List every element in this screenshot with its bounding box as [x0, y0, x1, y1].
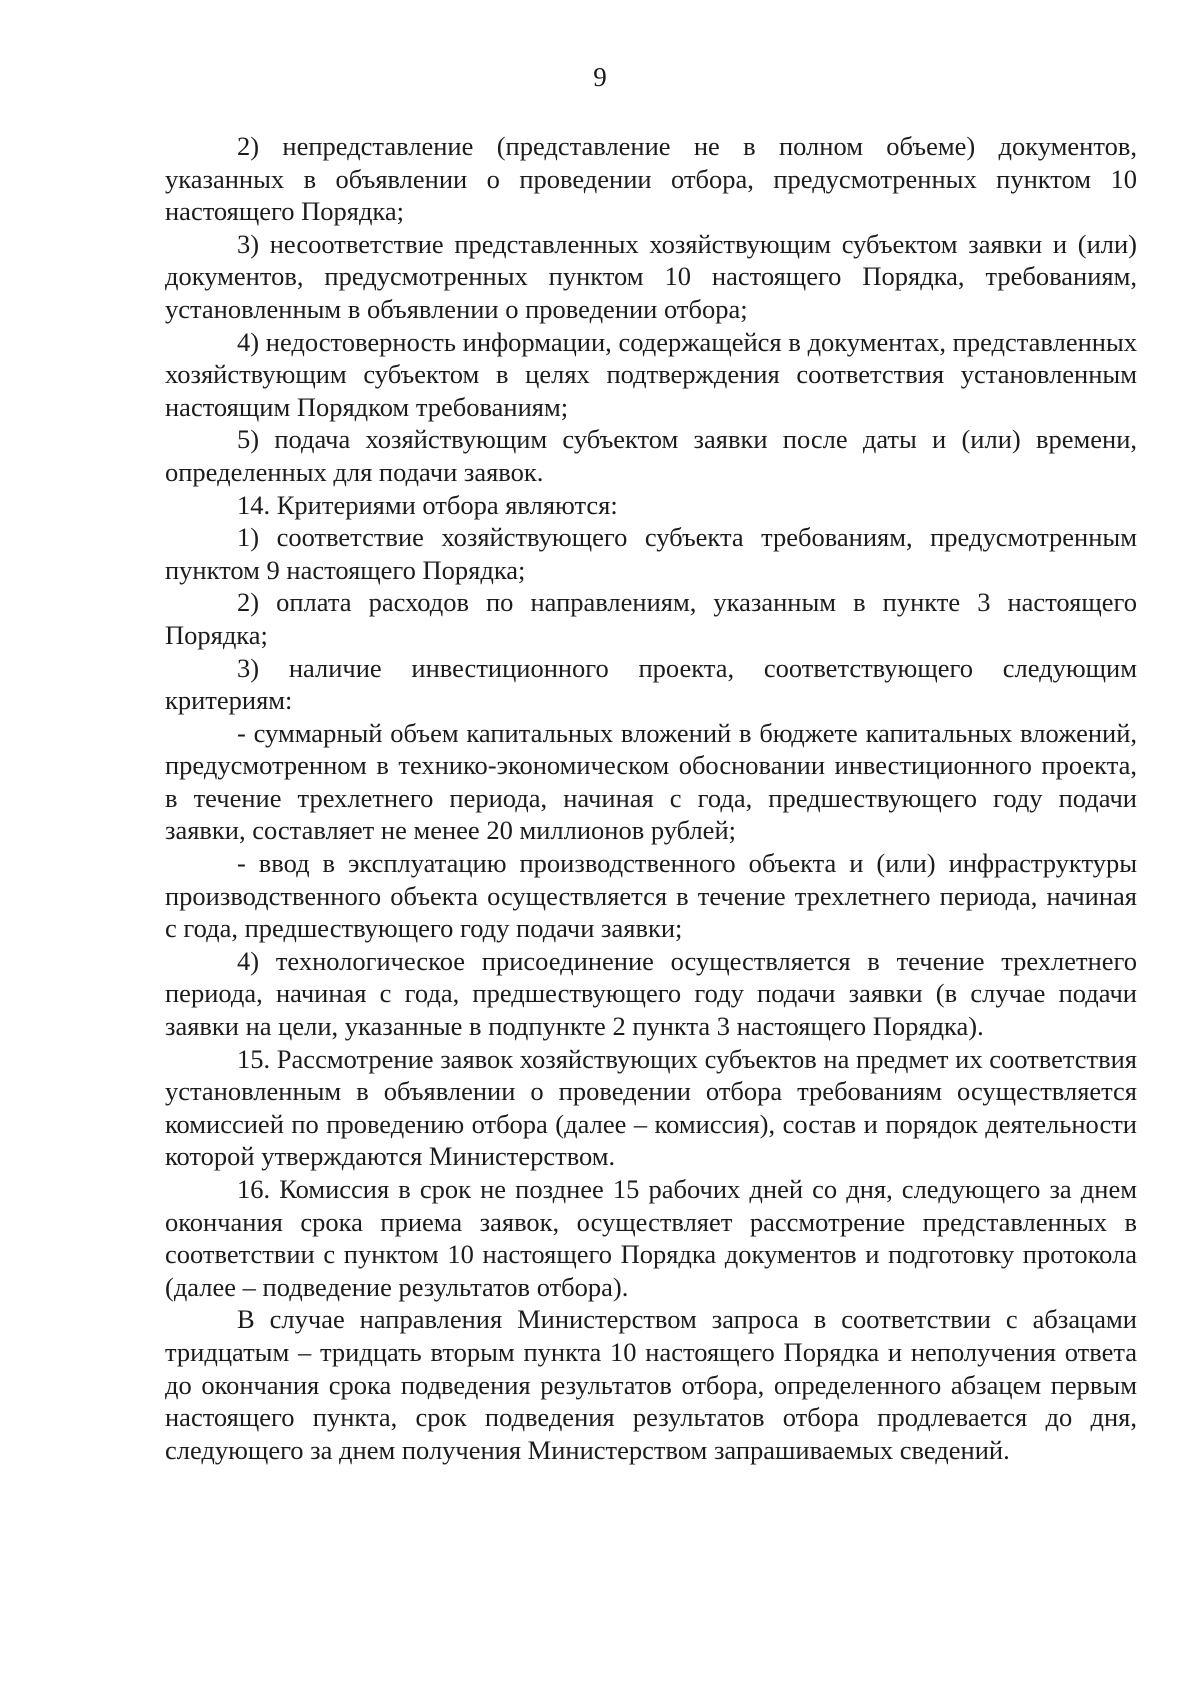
page-number: 9: [593, 62, 607, 92]
paragraph-criterion-3-bullet-commissioning: - ввод в эксплуатацию производственного объекта и (или) инфраструктуры производственного объекта осуществляется в течение трехлетнего периода, начиная с года, предшествующего году подачи заявки;: [165, 848, 1137, 944]
paragraph-section-14-heading: 14. Критериями отбора являются:: [237, 489, 618, 520]
paragraph-section-15: 15. Рассмотрение заявок хозяйствующих субъектов на предмет их соответствия установленным в объявлении о проведении отбора требованиям осуществляется комиссией по проведению отбора (далее – комиссия), состав и порядок деятельности которой утверждаются Министерством.: [165, 1043, 1137, 1172]
paragraph-criterion-2: 2) оплата расходов по направлениям, указанным в пункте 3 настоящего Порядка;: [165, 587, 1137, 650]
paragraph-section-16-extension: В случае направления Министерством запроса в соответствии с абзацами тридцатым – тридцать вторым пункта 10 настоящего Порядка и неполучения ответа до окончания срока подведения результатов отбора, определенного абзацем первым настоящего пункта, срок подведения результатов отбора продлевается до дня, следующего за днем получения Министерством запрашиваемых сведений.: [165, 1304, 1137, 1465]
paragraph-item-2-nonsubmission: 2) непредставление (представление не в полном объеме) документов, указанных в объявлении о проведении отбора, предусмотренных пунктом 10 настоящего Порядка;: [165, 131, 1137, 227]
paragraph-criterion-3: 3) наличие инвестиционного проекта, соответствующего следующим критериям:: [165, 652, 1137, 716]
paragraph-item-4-unreliable-info: 4) недостоверность информации, содержащейся в документах, представленных хозяйствующим субъектом в целях подтверждения соответствия установленным настоящим Порядком требованиям;: [165, 326, 1137, 422]
paragraph-item-5-late-submission: 5) подача хозяйствующим субъектом заявки после даты и (или) времени, определенных для подачи заявок.: [165, 424, 1137, 487]
paragraph-criterion-4: 4) технологическое присоединение осуществляется в течение трехлетнего периода, начиная с года, предшествующего году подачи заявки (в случае подачи заявки на цели, указанные в подпункте 2 пункта 3 настоящего Порядка).: [165, 945, 1137, 1042]
paragraph-criterion-1: 1) соответствие хозяйствующего субъекта требованиям, предусмотренным пунктом 9 настоящего Порядка;: [165, 522, 1137, 585]
document-body: [165, 130, 1137, 1466]
paragraph-item-3-noncompliance: 3) несоответствие представленных хозяйствующим субъектом заявки и (или) документов, предусмотренных пунктом 10 настоящего Порядка, требованиям, установленным в объявлении о проведении отбора;: [165, 228, 1137, 324]
paragraph-criterion-3-bullet-investment: - суммарный объем капитальных вложений в бюджете капитальных вложений, предусмотренном в технико-экономическом обосновании инвестиционного проекта, в течение трехлетнего периода, начиная с года, предшествующего году подачи заявки, составляет не менее 20 миллионов рублей;: [165, 717, 1137, 846]
paragraph-section-16: 16. Комиссия в срок не позднее 15 рабочих дней со дня, следующего за днем окончания срока приема заявок, осуществляет рассмотрение представленных в соответствии с пунктом 10 настоящего Порядка документов и подготовку протокола (далее – подведение результатов отбора).: [165, 1174, 1137, 1302]
